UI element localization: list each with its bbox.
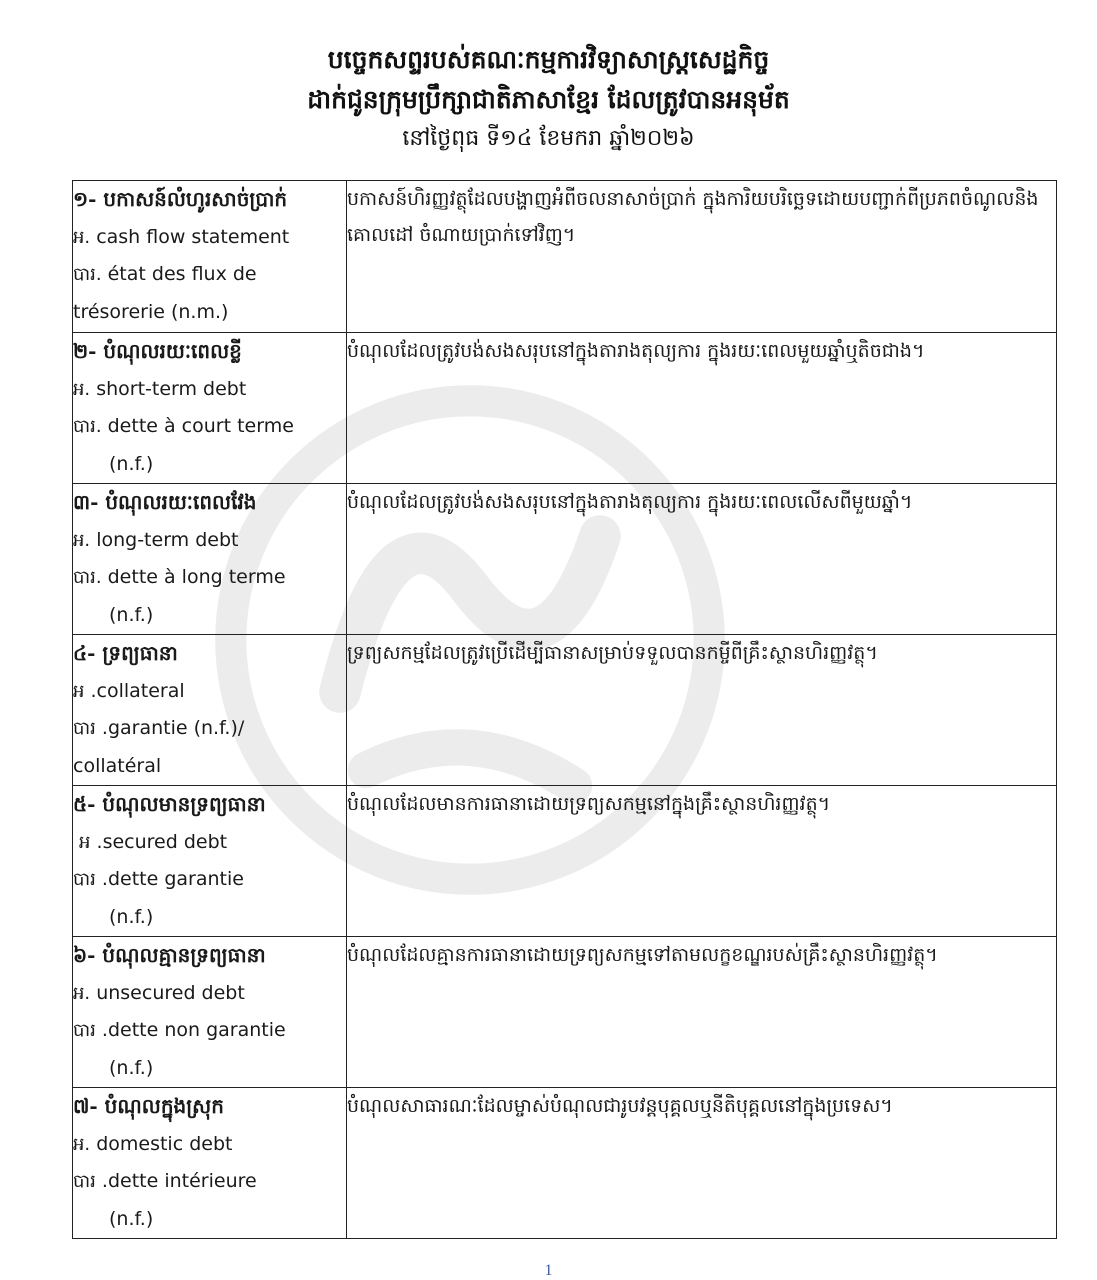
term-english: [73, 371, 346, 409]
term-french: [73, 861, 346, 899]
french-term: dette à court terme: [107, 415, 294, 437]
term-definition: បំណុលដែលគ្មានការធានាដោយទ្រព្យសកម្មទៅតាមលក្ខខណ្ឌរបស់គ្រឹះស្ថានហិរញ្ញវត្ថុ។: [347, 937, 1057, 1088]
english-prefix: អ: [79, 831, 91, 853]
english-prefix: អ.: [73, 1133, 91, 1155]
term-cell: [73, 484, 347, 635]
term-french: [73, 256, 346, 294]
french-prefix: បារ: [73, 718, 96, 739]
term-french: [73, 408, 346, 446]
term-gender: (n.f.): [109, 452, 154, 475]
document-header: [0, 40, 1097, 158]
term-gender: trésorerie (n.m.): [73, 300, 229, 323]
french-prefix: បារ: [73, 869, 96, 890]
term-french: [73, 1012, 346, 1050]
french-term: .garantie (n.f.)/: [101, 717, 245, 739]
english-prefix: អ.: [73, 226, 91, 248]
term-cell: [73, 1088, 347, 1239]
french-term: .dette garantie: [101, 868, 244, 890]
document-date-line: នៅថ្ងៃពុធ ទី១៤ ខែមករា ឆ្នាំ២០២៦: [402, 126, 695, 151]
term-gender: (n.f.): [109, 603, 154, 626]
term-cell: [73, 786, 347, 937]
term-definition: ទ្រព្យសកម្មដែលត្រូវប្រើដើម្បីធានាសម្រាប់ទទួលបានកម្ចីពីគ្រឹះស្ថានហិរញ្ញវត្ថុ។: [347, 635, 1057, 786]
term-definition: បំណុលដែលមានការធានាដោយទ្រព្យសកម្មនៅក្នុងគ្រឹះស្ថានហិរញ្ញវត្ថុ។: [347, 786, 1057, 937]
term-gender: (n.f.): [109, 905, 154, 928]
term-title: ២- បំណុលរយៈពេលខ្លី: [73, 339, 242, 363]
term-french: [73, 559, 346, 597]
french-term: .dette non garantie: [101, 1019, 286, 1041]
page-number: 1: [544, 1262, 553, 1279]
english-term: domestic debt: [90, 1132, 233, 1155]
english-term: long-term debt: [90, 528, 239, 551]
term-row: [73, 937, 1057, 1088]
english-prefix: អ.: [73, 982, 91, 1004]
term-english: [73, 522, 346, 560]
term-definition: បំណុលដែលត្រូវបង់សងសរុបនៅក្នុងតារាងតុល្យការ ក្នុងរយៈពេលមួយឆ្នាំឬតិចជាង។: [347, 333, 1057, 484]
term-english: [73, 219, 346, 257]
term-gender: (n.f.): [109, 1056, 154, 1079]
term-title: ៧- បំណុលក្នុងស្រុក: [73, 1094, 224, 1118]
term-english: [73, 824, 346, 862]
term-extra: collatéral: [73, 754, 162, 777]
english-prefix: អ: [73, 680, 85, 702]
term-row: [73, 786, 1057, 937]
term-title: ៦- បំណុលគ្មានទ្រព្យធានា: [73, 943, 266, 967]
term-cell: [73, 333, 347, 484]
english-term: cash flow statement: [90, 225, 290, 248]
french-prefix: បារ.: [73, 567, 102, 588]
term-row: [73, 333, 1057, 484]
term-title: ១- បកាសន៍លំហូរសាច់ប្រាក់: [73, 187, 288, 211]
term-row: [73, 484, 1057, 635]
term-title: ៣- បំណុលរយៈពេលវែង: [73, 490, 257, 514]
english-term: unsecured debt: [90, 981, 245, 1004]
english-term: short-term debt: [90, 377, 247, 400]
english-prefix: អ.: [73, 529, 91, 551]
french-prefix: បារ: [73, 1171, 96, 1192]
term-row: [73, 1088, 1057, 1239]
term-french: [73, 1163, 346, 1201]
term-english: [73, 975, 346, 1013]
term-row: [73, 181, 1057, 333]
french-term: .dette intérieure: [101, 1170, 257, 1192]
term-definition: បំណុលដែលត្រូវបង់សងសរុបនៅក្នុងតារាងតុល្យការ ក្នុងរយៈពេលលើសពីមួយឆ្នាំ។: [347, 484, 1057, 635]
term-cell: [73, 635, 347, 786]
term-row: [73, 635, 1057, 786]
term-definition: បំណុលសាធារណៈដែលម្ចាស់បំណុលជារូបវន្តបុគ្គលឬនីតិបុគ្គលនៅក្នុងប្រទេស។: [347, 1088, 1057, 1239]
term-english: [73, 1126, 346, 1164]
term-definition: បកាសន៍ហិរញ្ញវត្ថុដែលបង្ហាញអំពីចលនាសាច់ប្រាក់ ក្នុងការិយបរិច្ឆេទដោយបញ្ជាក់ពីប្រភពចំណូលនិងគោលដៅ ចំណាយប្រាក់ទៅវិញ។: [347, 181, 1057, 333]
terms-table: [72, 180, 1057, 1239]
term-french: [73, 710, 346, 748]
term-cell: [73, 937, 347, 1088]
french-prefix: បារ.: [73, 416, 102, 437]
term-english: [73, 673, 346, 711]
french-term: état des flux de: [101, 263, 257, 285]
term-gender: (n.f.): [109, 1207, 154, 1230]
english-prefix: អ.: [73, 378, 91, 400]
english-term: .secured debt: [96, 830, 228, 853]
french-prefix: បារ: [73, 1020, 96, 1041]
term-cell: [73, 181, 347, 333]
term-title: ៥- បំណុលមានទ្រព្យធានា: [73, 792, 266, 816]
term-title: ៤- ទ្រព្យធានា: [73, 641, 178, 665]
english-term: .collateral: [90, 679, 185, 702]
french-term: dette à long terme: [107, 566, 286, 588]
french-prefix: បារ.: [73, 264, 102, 285]
document-title-line2: ដាក់ជូនក្រុមប្រឹក្សាជាតិភាសាខ្មែរ ដែលត្រូវបានអនុម័ត: [307, 85, 790, 114]
document-title-line1: បច្ចេកសព្ទរបស់គណៈកម្មការវិទ្យាសាស្ត្រសេដ្ឋកិច្ច: [327, 45, 770, 74]
